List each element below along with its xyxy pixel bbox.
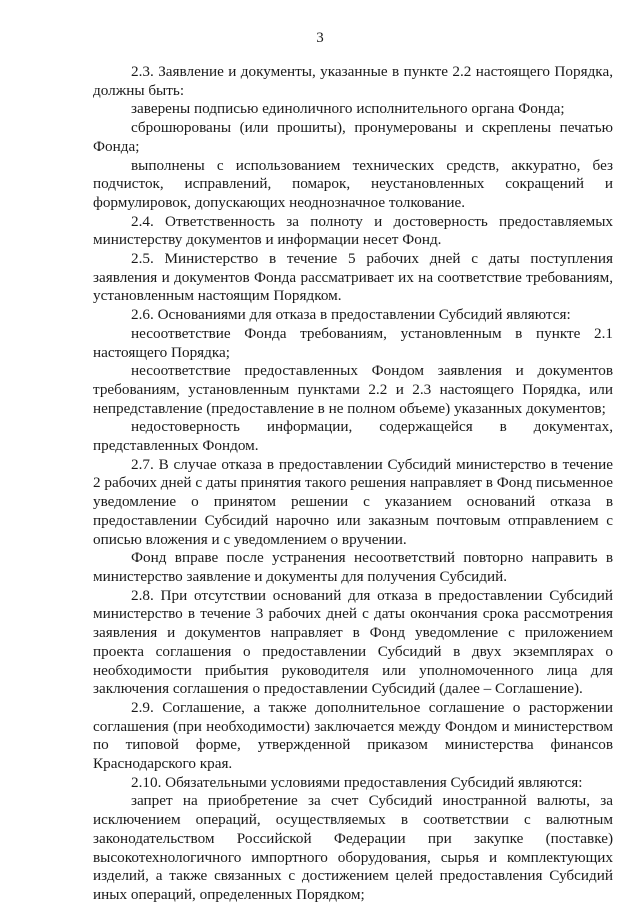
list-item: несоответствие предоставленных Фондом заявления и документов требованиям, установленным пунктами 2.2 и 2.3 настоящего Порядка, или непредставление (предоставление в не полном объеме) указанных документов;: [93, 362, 613, 417]
page-number: 3: [316, 30, 324, 46]
paragraph-2-3: 2.3. Заявление и документы, указанные в пункте 2.2 настоящего Порядка, должны быть:: [93, 63, 613, 99]
list-item: заверены подписью единоличного исполнительного органа Фонда;: [131, 100, 565, 118]
list-item: недостоверность информации, содержащейся в документах, представленных Фондом.: [93, 418, 613, 455]
paragraph-2-5: 2.5. Министерство в течение 5 рабочих дней с даты поступления заявления и документов Фонда рассматривает их на соответствие требованиям, установленным настоящим Порядком.: [93, 250, 613, 305]
paragraph-resubmission: Фонд вправе после устранения несоответствий повторно направить в министерство заявление и документы для получения Субсидий.: [93, 549, 613, 585]
paragraph-2-10: 2.10. Обязательными условиями предоставления Субсидий являются:: [131, 773, 583, 791]
paragraph-2-8: 2.8. При отсутствии оснований для отказа в предоставлении Субсидий министерство в течение 3 рабочих дней с даты окончания срока рассмотрения заявления и документов направляет в Фонд уведомление с приложением проекта соглашения о предоставлении Субсидий в двух экземплярах о необходимости прибытия руководителя или уполномоченного лица для заключения соглашения о предоставлении Субсидий (далее – Соглашение).: [93, 586, 613, 698]
paragraph-2-6: 2.6. Основаниями для отказа в предоставлении Субсидий являются:: [131, 306, 571, 324]
paragraph-2-9: 2.9. Соглашение, а также дополнительное соглашение о расторжении соглашения (при необходимости) заключается между Фондом и министерством по типовой форме, утвержденной приказом министерства финансов Краснодарского края.: [93, 698, 613, 773]
document-body: [93, 63, 613, 905]
list-item: несоответствие Фонда требованиям, установленным в пункте 2.1 настоящего Порядка;: [93, 324, 613, 361]
list-item: сброшюрованы (или прошиты), пронумерованы и скреплены печатью Фонда;: [93, 119, 613, 155]
list-item: выполнены с использованием технических средств, аккуратно, без подчисток, исправлений, помарок, неустановленных сокращений и формулировок, допускающих неоднозначное толкование.: [93, 156, 613, 211]
paragraph-2-7: 2.7. В случае отказа в предоставлении Субсидий министерство в течение 2 рабочих дней с даты принятия такого решения направляет в Фонд письменное уведомление о принятом решении с указанием оснований отказа в предоставлении Субсидий нарочно или заказным почтовым отправлением с описью вложения и с уведомлением о вручении.: [93, 455, 614, 548]
list-item: запрет на приобретение за счет Субсидий иностранной валюты, за исключением операций, осуществляемых в соответствии с валютным законодательством Российской Федерации при закупке (поставке) высокотехнологичного импортного оборудования, сырья и комплектующих изделий, а также связанных с достижением целей предоставления Субсидий иных операций, определенных Порядком;: [93, 792, 613, 903]
paragraph-2-4: 2.4. Ответственность за полноту и достоверность предоставляемых министерству документов и информации несет Фонд.: [93, 212, 613, 249]
